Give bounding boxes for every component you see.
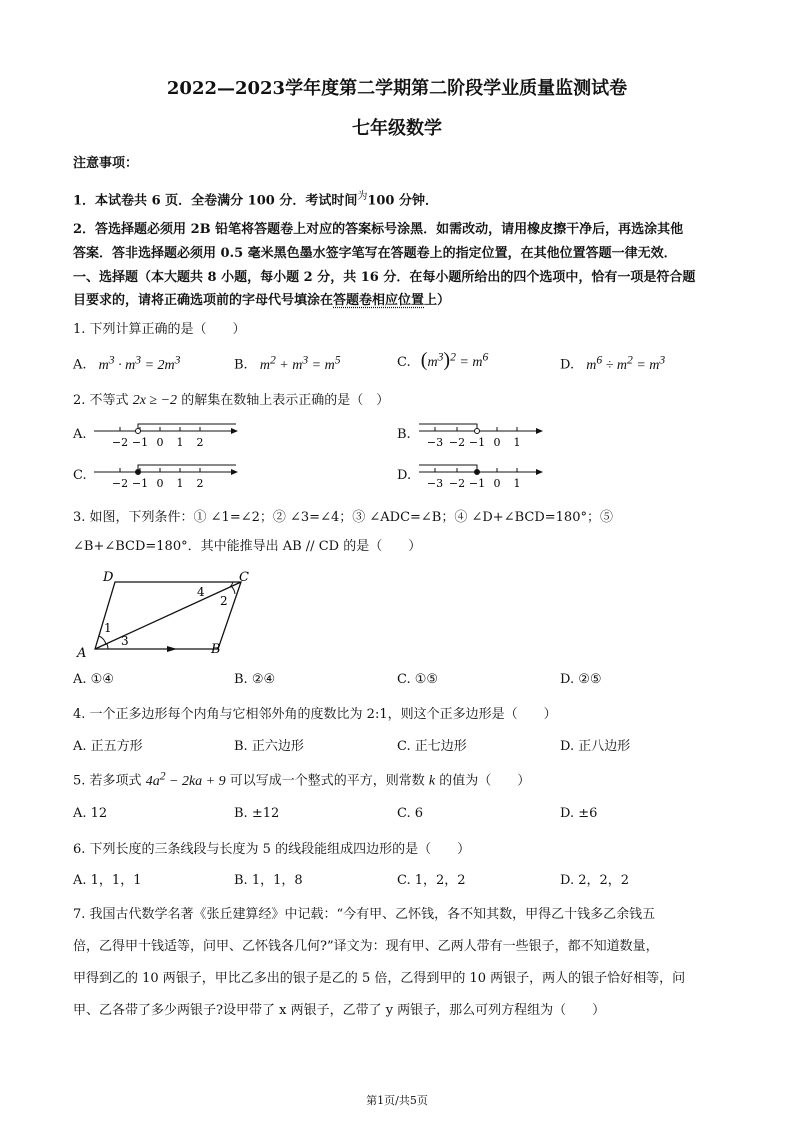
q2c-tick-4: 1 bbox=[176, 477, 184, 490]
q1-option-c-label: C. bbox=[397, 355, 411, 370]
q1-option-b bbox=[234, 353, 341, 374]
q5-stem-b: 可以写成一个整式的平方，则常数 bbox=[229, 773, 425, 789]
q1-option-a bbox=[73, 353, 180, 374]
q1-option-b-math: $m^2 + m^3 = m^5$ bbox=[259, 353, 341, 373]
q3-figure bbox=[73, 565, 273, 664]
notice-item-1-a: 1．本试卷共 6 页．全卷满分 100 分．考试时间 bbox=[73, 193, 358, 209]
q6-option-c: C. 1，2，2 bbox=[397, 873, 466, 888]
q2-option-c-label: C. bbox=[73, 468, 87, 483]
q2-option-d-label: D. bbox=[397, 468, 412, 483]
q3-angle-2: 2 bbox=[220, 594, 228, 608]
q2a-tick-5: 2 bbox=[196, 436, 204, 449]
exam-title: 2022—2023学年度第二学期第二阶段学业质量监测试卷 bbox=[166, 78, 628, 99]
q1-option-c bbox=[397, 349, 488, 372]
q2d-tick-2: −2 bbox=[448, 477, 466, 490]
q3-label-b: B bbox=[211, 642, 221, 657]
q2-stem-b: 的解集在数轴上表示正确的是（ ） bbox=[181, 393, 390, 408]
q2b-tick-3: −1 bbox=[468, 436, 486, 449]
notice-item-1 bbox=[73, 187, 438, 208]
q3-option-b: B. ②④ bbox=[234, 672, 276, 687]
q3-angle-3: 3 bbox=[121, 634, 129, 648]
section-1-line1: 一、选择题（本大题共 8 小题，每小题 2 分，共 16 分．在每小题所给出的四个选项中，恰有一项是符合题 bbox=[73, 270, 696, 285]
notice-item-1-sup: 为 bbox=[357, 191, 368, 202]
notice-item-2-line1: 2．答选择题必须用 2B 铅笔将答题卷上对应的答案标号涂黑．如需改动，请用橡皮擦干净后，再选涂其他 bbox=[73, 222, 684, 237]
q3-label-c: C bbox=[239, 570, 249, 585]
q2-number-line-c bbox=[92, 463, 242, 493]
q2-stem bbox=[73, 389, 389, 409]
q7-line1: 7. 我国古代数学名著《张丘建算经》中记载：“今有甲、乙怀钱，各不知其数，甲得乙十钱多乙余钱五 bbox=[73, 907, 656, 922]
q2a-tick-2: −1 bbox=[131, 436, 149, 449]
q2-number-line-b bbox=[417, 422, 547, 452]
q2a-tick-3: 0 bbox=[156, 436, 164, 449]
q2-option-a-label: A. bbox=[73, 427, 87, 442]
q2d-tick-3: −1 bbox=[468, 477, 486, 490]
section-1-line2-a: 目要求的，请将正确选项前的字母代号填涂在 bbox=[73, 293, 334, 308]
q5-stem-k: k bbox=[428, 773, 436, 789]
q1-option-d-label: D. bbox=[560, 357, 575, 373]
q4-option-b: B. 正六边形 bbox=[234, 739, 304, 754]
exam-subtitle: 七年级数学 bbox=[352, 118, 442, 139]
q3-option-a: A. ①④ bbox=[73, 672, 114, 687]
q4-stem: 4. 一个正多边形每个内角与它相邻外角的度数比为 2:1，则这个正多边形是（ ） bbox=[73, 707, 557, 722]
notice-item-1-b: 100 分钟． bbox=[367, 193, 439, 209]
q1-option-a-math: $m^3 \cdot m^3 = 2m^3$ bbox=[98, 353, 181, 373]
q2d-tick-5: 1 bbox=[513, 477, 521, 490]
section-1-line2 bbox=[73, 289, 450, 308]
q1-option-b-label: B. bbox=[234, 357, 248, 373]
q7-line2: 倍，乙得甲十钱适等，问甲、乙怀钱各几何?”译文为：现有甲、乙两人带有一些银子，都不知道数量， bbox=[73, 939, 659, 954]
q5-stem-c: 的值为（ ） bbox=[439, 773, 531, 789]
page-number: 第1页/共5页 bbox=[366, 1094, 428, 1107]
q2d-tick-4: 0 bbox=[493, 477, 501, 490]
q2-number-line-d bbox=[417, 463, 547, 493]
q5-stem-a: 5. 若多项式 bbox=[73, 773, 142, 789]
q6-option-a: A. 1，1，1 bbox=[73, 873, 142, 888]
q1-stem: 1. 下列计算正确的是（ ） bbox=[73, 322, 246, 337]
notice-heading: 注意事项： bbox=[73, 156, 139, 171]
q3-label-d: D bbox=[103, 570, 114, 585]
q2b-tick-4: 0 bbox=[493, 436, 501, 449]
q5-polynomial: $4a^2 - 2ka + 9$ bbox=[145, 769, 226, 789]
q2b-tick-2: −2 bbox=[448, 436, 466, 449]
notice-item-2-line2: 答案．答非选择题必须用 0.5 毫米黑色墨水签字笔写在答题卷上的指定位置，在其他位置答题一律无效． bbox=[73, 246, 677, 261]
q3-option-d: D. ②⑤ bbox=[560, 672, 602, 687]
q2d-tick-1: −3 bbox=[426, 477, 444, 490]
q1-option-d bbox=[560, 353, 665, 374]
q2-stem-a: 2. 不等式 bbox=[73, 393, 129, 408]
q5-stem bbox=[73, 769, 530, 790]
q3-option-c: C. ①⑤ bbox=[397, 672, 439, 687]
q3-angle-1: 1 bbox=[104, 621, 112, 635]
q6-option-b: B. 1，1，8 bbox=[234, 873, 303, 888]
q3-label-a: A bbox=[77, 646, 87, 660]
q1-option-a-label: A. bbox=[73, 357, 87, 373]
q3-angle-4: 4 bbox=[197, 585, 205, 599]
q2c-tick-1: −2 bbox=[111, 477, 129, 490]
section-1-line2-c: 上） bbox=[424, 293, 451, 308]
q3-line2: ∠B+∠BCD=180°．其中能推导出 AB // CD 的是（ ） bbox=[73, 539, 422, 554]
q2a-tick-4: 1 bbox=[176, 436, 184, 449]
q4-option-c: C. 正七边形 bbox=[397, 739, 467, 754]
q2-option-b-label: B. bbox=[397, 427, 411, 442]
q5-option-a: A. 12 bbox=[73, 806, 108, 821]
q7-line4: 甲、乙各带了多少两银子?设甲带了 x 两银子，乙带了 y 两银子，那么可列方程组为（ ） bbox=[73, 1003, 606, 1018]
q7-line3: 甲得到乙的 10 两银子，甲比乙多出的银子是乙的 5 倍，乙得到甲的 10 两银子，两人的银子恰好相等，问 bbox=[73, 971, 686, 986]
q3-line1: 3. 如图，下列条件：① ∠1=∠2；② ∠3=∠4；③ ∠ADC=∠B；④ ∠D+∠BCD=180°；⑤ bbox=[73, 510, 613, 525]
q5-option-b: B. ±12 bbox=[234, 806, 280, 821]
q5-option-d: D. ±6 bbox=[560, 806, 598, 821]
section-1-line2-b: 答题卷相应位置 bbox=[333, 293, 425, 308]
q2c-tick-3: 0 bbox=[156, 477, 164, 490]
q4-option-d: D. 正八边形 bbox=[560, 739, 631, 754]
q2b-tick-1: −3 bbox=[426, 436, 444, 449]
q1-option-d-math: $m^6 \div m^2 = m^3$ bbox=[586, 353, 666, 373]
q5-option-c: C. 6 bbox=[397, 806, 424, 821]
q2b-tick-5: 1 bbox=[513, 436, 521, 449]
q4-option-a: A. 正五方形 bbox=[73, 739, 143, 754]
q2c-tick-2: −1 bbox=[131, 477, 149, 490]
q1-option-c-math: $(m^3)^2 = m^6$ bbox=[420, 349, 489, 371]
q2a-tick-1: −2 bbox=[111, 436, 129, 449]
q6-stem: 6. 下列长度的三条线段与长度为 5 的线段能组成四边形的是（ ） bbox=[73, 842, 471, 857]
q2c-tick-5: 2 bbox=[196, 477, 204, 490]
q2-stem-expr: 2x ≥ −2 bbox=[132, 393, 178, 408]
q6-option-d: D. 2，2，2 bbox=[560, 873, 630, 888]
q2-number-line-a bbox=[92, 422, 242, 452]
